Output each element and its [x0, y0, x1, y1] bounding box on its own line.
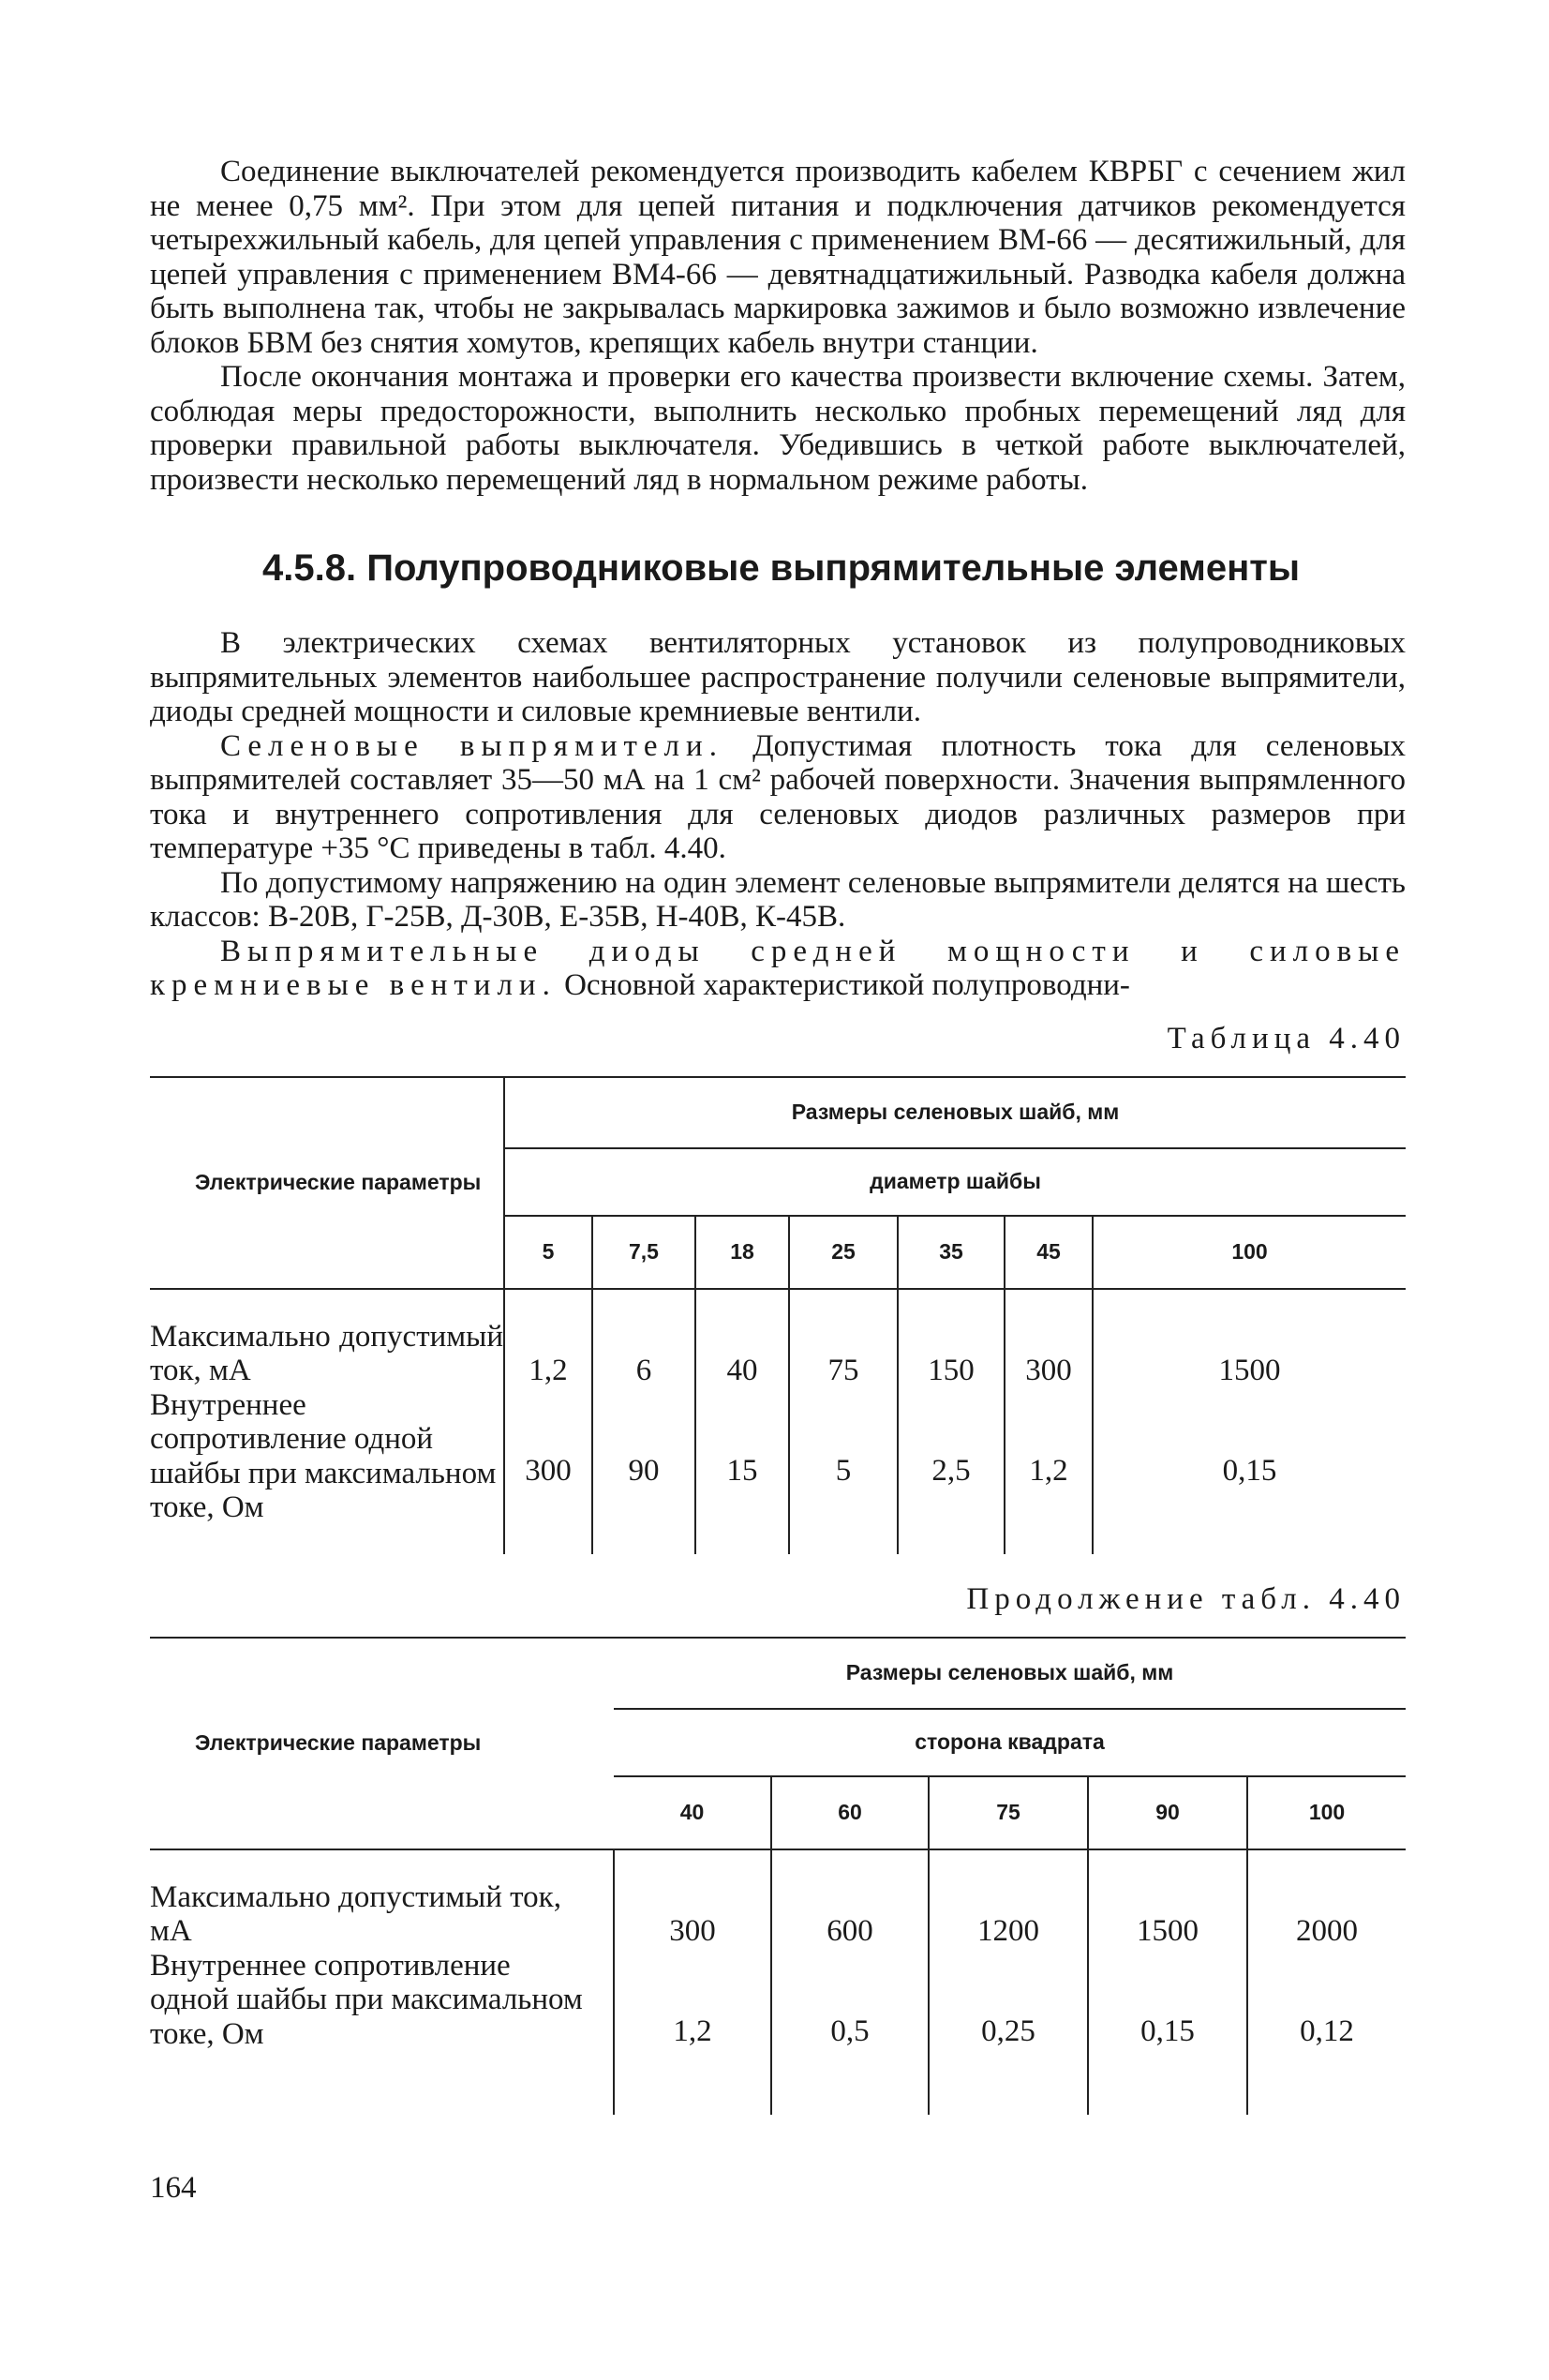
table1-sub-header: диаметр шайбы [504, 1148, 1406, 1216]
paragraph-classes: По допустимому напряжению на один элемент селеновые выпрямители делятся на шесть классов: В-20В, Г-25В, Д-30В, Е-35В, Н-40В, К-45В. [150, 865, 1406, 934]
page-body [150, 155, 1406, 2115]
diodes-text: Основной характеристикой полупроводни- [556, 968, 1130, 1002]
table-row [150, 1289, 1406, 1554]
table2-row-labels [150, 1849, 614, 2115]
table2-col-header: 75 [929, 1776, 1088, 1849]
paragraph-switch-on: После окончания монтажа и проверки его качества произвести включение схемы. Затем, соблюдая меры предосторожности, выполнить несколько пробных перемещений ляд для проверки правильной работы выключателя. Убедившись в четкой работе выключателей, произвести несколько перемещений ляд в нормальном режиме работы. [150, 360, 1406, 497]
paragraph-cable: Соединение выключателей рекомендуется производить кабелем КВРБГ с сечением жил не менее 0,75 мм². При этом для цепей питания и подключения датчиков рекомендуется четырехжильный кабель, для цепей управления с применением ВМ-66 — десятижильный, для цепей управления с применением ВМ4-66 — девятнадцатижильный. Разводка кабеля должна быть выполнена так, чтобы не закрывалась маркировка зажимов и было возможно извлечение блоков БВМ без снятия хомутов, крепящих кабель внутри станции. [150, 155, 1406, 360]
table2-sub-header: сторона квадрата [614, 1709, 1406, 1776]
table-row [150, 1849, 1406, 2115]
table1-row-labels [150, 1289, 504, 1554]
paragraph-diodes [150, 935, 1406, 1003]
table2-cell: 2000 0,12 [1247, 1849, 1406, 2115]
section-title: 4.5.8. Полупроводниковые выпрямительные элементы [262, 547, 1300, 589]
table1-col-header: 45 [1005, 1216, 1093, 1289]
table1 [150, 1076, 1406, 1554]
table2-col-header: 100 [1247, 1776, 1406, 1849]
page-number: 164 [150, 2171, 197, 2205]
row-label-resistance: Внутреннее сопротивление одной шайбы при максимальном токе, Ом [150, 1948, 583, 2051]
table1-col-header: 7,5 [592, 1216, 695, 1289]
paragraph-selenium [150, 729, 1406, 866]
table1-cell: 150 2,5 [898, 1289, 1005, 1554]
table1-cell: 6 90 [592, 1289, 695, 1554]
table1-caption: Таблица 4.40 [1167, 1021, 1406, 1055]
table2-group-header: Размеры селеновых шайб, мм [614, 1638, 1406, 1709]
table1-col-header: 18 [695, 1216, 789, 1289]
table1-cell: 40 15 [695, 1289, 789, 1554]
table2-param-header: Электрические параметры [150, 1638, 614, 1849]
table2-col-header: 60 [771, 1776, 929, 1849]
table1-col-header: 35 [898, 1216, 1005, 1289]
table1-col-header: 25 [789, 1216, 898, 1289]
table1-cell: 75 5 [789, 1289, 898, 1554]
table2-cell: 1200 0,25 [929, 1849, 1088, 2115]
table2-col-header: 90 [1088, 1776, 1247, 1849]
table2-caption: Продолжение табл. 4.40 [966, 1581, 1406, 1616]
table2-cell: 1500 0,15 [1088, 1849, 1247, 2115]
table1-cell: 300 1,2 [1005, 1289, 1093, 1554]
paragraph-intro: В электрических схемах вентиляторных установок из полупроводниковых выпрямительных элементов наибольшее распространение получили селеновые выпрямители, диоды средней мощности и силовые кремниевые вентили. [150, 626, 1406, 728]
row-label-current: Максимально допустимый ток, мА [150, 1879, 561, 1948]
table2-cell: 300 1,2 [669, 1913, 716, 2048]
table1-group-header: Размеры селеновых шайб, мм [504, 1077, 1406, 1148]
row-label-resistance: Внутреннее сопротивление одной шайбы при максимальном токе, Ом [150, 1387, 497, 1524]
table2 [150, 1637, 1406, 2115]
selenium-heading: Селеновые выпрямители. [220, 728, 723, 763]
table1-col-header: 100 [1093, 1216, 1406, 1289]
table1-cell: 1,2 300 [504, 1289, 592, 1554]
table1-col-header: 5 [504, 1216, 592, 1289]
table1-cell: 1500 0,15 [1093, 1289, 1406, 1554]
table2-col-header: 40 [679, 1800, 705, 1824]
selenium-text: Допустимая плотность тока для селеновых выпрямителей составляет 35—50 мА на 1 см² рабочей поверхности. Значения выпрямленного тока и внутреннего сопротивления для селеновых диодов различных размеров при температуре +35 °С приведены в табл. 4.40. [150, 728, 1406, 865]
table1-param-header: Электрические параметры [150, 1077, 504, 1289]
table2-cell: 600 0,5 [771, 1849, 929, 2115]
diodes-heading: Выпрямительные диоды средней мощности и силовые кремниевые вентили. [150, 934, 1406, 1002]
row-label-current: Максимально допустимый ток, мА [150, 1319, 503, 1387]
